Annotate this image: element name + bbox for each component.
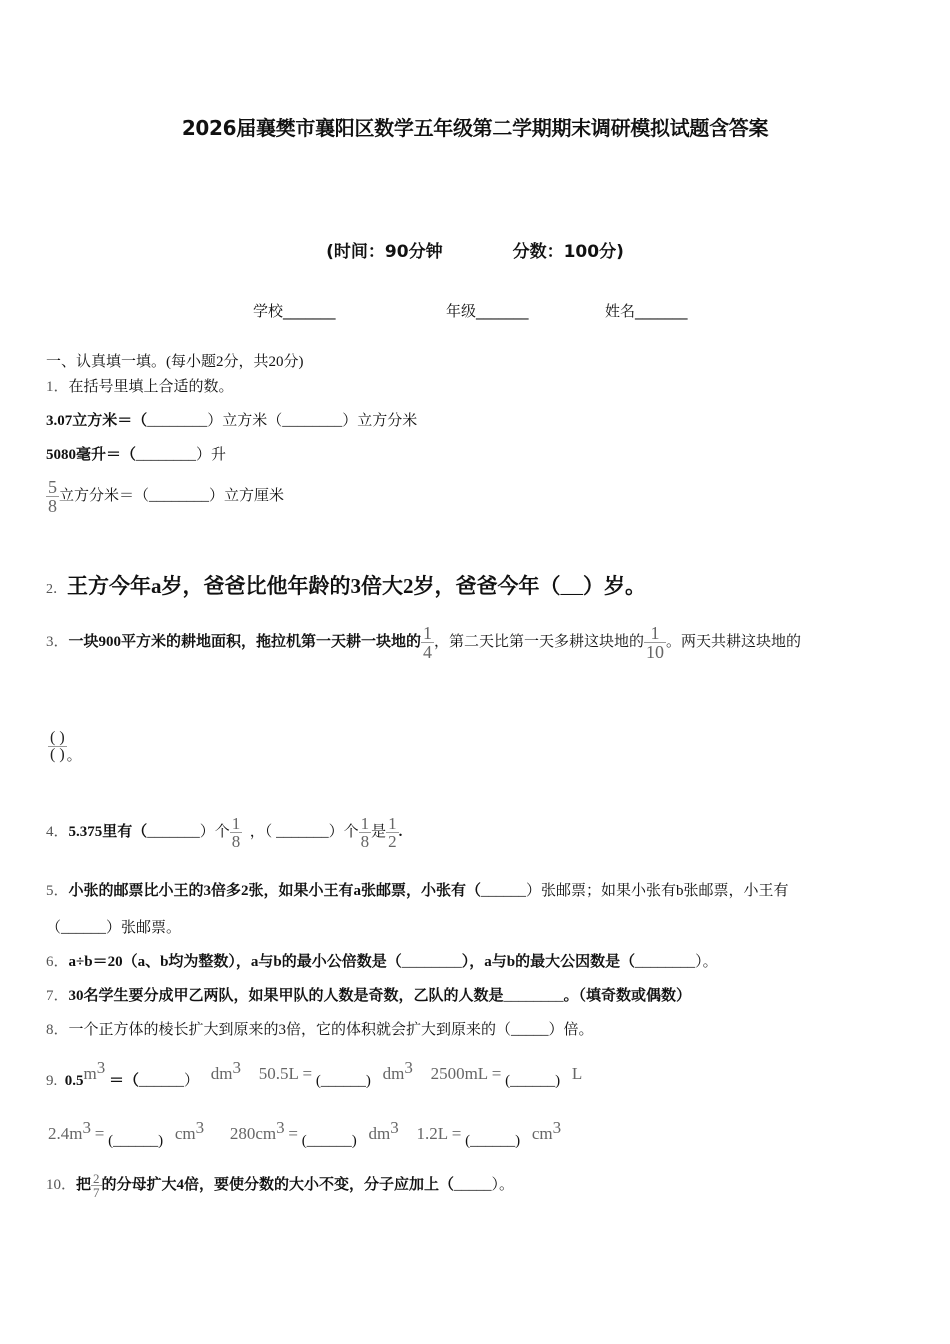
answer-blank[interactable]: ______ bbox=[139, 1073, 184, 1089]
answer-blank[interactable]: ______ bbox=[510, 1073, 556, 1089]
fraction-2-7: $\frac{2}{7}$ bbox=[93, 1171, 100, 1200]
answer-blank[interactable]: ________ bbox=[503, 988, 564, 1004]
page-title: 2026届襄樊市襄阳区数学五年级第二学期期末调研模拟试题含答案 bbox=[181, 116, 769, 140]
question-6: 6．a÷b＝20（a、b均为整数），a与b的最小公倍数是（________），a与b的最大公因数是（________）。 bbox=[46, 954, 718, 970]
name-field[interactable]: 姓名_______ bbox=[605, 302, 688, 320]
question-5-line-2: （______）张邮票。 bbox=[46, 920, 182, 936]
question-3: 3．一块900平方米的耕地面积，拖拉机第一天耕一块地的 $\frac{1}{4}$ ，第二天比第一天多耕这块地的 $\frac{1}{10}$ 。两天共耕这块地的 bbox=[46, 623, 802, 662]
fraction-1-4: $\frac{1}{4}$ bbox=[423, 623, 433, 662]
answer-blank[interactable]: ________ bbox=[635, 954, 696, 970]
question-2: 2．王方今年a岁，爸爸比他年龄的3倍大2岁，爸爸今年（___）岁。 bbox=[46, 574, 646, 598]
section-heading: 一、认真填一填。(每小题2分，共20分) bbox=[46, 354, 304, 370]
answer-blank[interactable]: ______ bbox=[320, 1073, 366, 1089]
answer-blank[interactable]: ________ bbox=[136, 447, 197, 463]
question-1-line-3: $\frac{5}{8}$ 立方分米＝（________）立方厘米 bbox=[48, 477, 285, 516]
question-8: 8．一个正方体的棱长扩大到原来的3倍，它的体积就会扩大到原来的（_____）倍。 bbox=[46, 1022, 594, 1038]
question-3-answer: $\frac{( )}{( )}$ 。 bbox=[50, 729, 82, 764]
question-9-row-2: $2.4m^3$ = (______) $cm^3$ $280cm^3$ = (______) $dm^3$ 1.2L = (______) $cm^3$ bbox=[48, 1118, 562, 1149]
answer-blank[interactable]: ______ bbox=[470, 1133, 516, 1149]
answer-blank[interactable]: ______ bbox=[306, 1133, 352, 1149]
answer-blank[interactable]: ______ bbox=[113, 1133, 159, 1149]
answer-blank[interactable]: _______ bbox=[276, 823, 329, 840]
answer-blank[interactable]: _______ bbox=[147, 823, 200, 840]
answer-blank[interactable]: ______ bbox=[481, 883, 527, 899]
fraction-1-2: $\frac{1}{2}$ bbox=[388, 814, 397, 851]
question-9-row-1: 9. $0.5m^3$ ＝（______） $dm^3$ 50.5L = (______) $dm^3$ 2500mL = (______) L bbox=[46, 1058, 583, 1089]
exam-score: 分数：100分) bbox=[512, 242, 624, 262]
answer-blank[interactable]: ________ bbox=[149, 487, 210, 504]
school-field[interactable]: 学校_______ bbox=[253, 302, 336, 320]
answer-blank[interactable]: ___ bbox=[560, 581, 583, 597]
answer-blank[interactable]: ________ bbox=[282, 413, 343, 429]
answer-blank[interactable]: ________ bbox=[147, 413, 208, 429]
question-1-prompt: 1．在括号里填上合适的数。 bbox=[46, 379, 234, 395]
exam-time: (时间：90分钟 bbox=[326, 242, 443, 262]
question-10: 10．把 $\frac{2}{7}$ 的分母扩大4倍，要使分数的大小不变，分子应加上（_____）。 bbox=[46, 1171, 515, 1200]
question-1-line-2: 5080毫升＝（________）升 bbox=[46, 447, 227, 463]
fraction-1-8: $\frac{1}{8}$ bbox=[231, 814, 241, 851]
fraction-1-8: $\frac{1}{8}$ bbox=[360, 814, 370, 851]
answer-blank[interactable]: _____ bbox=[454, 1176, 492, 1193]
answer-fraction[interactable]: $\frac{( )}{( )}$ bbox=[50, 729, 65, 763]
question-4: 4．5.375里有（_______）个 $\frac{1}{8}$ ，（ _______）个 $\frac{1}{8}$ 是 $\frac{1}{2}$ . bbox=[46, 814, 403, 851]
fraction-5-8: $\frac{5}{8}$ bbox=[48, 477, 57, 516]
grade-field[interactable]: 年级_______ bbox=[446, 302, 529, 320]
question-7: 7．30名学生要分成甲乙两队，如果甲队的人数是奇数，乙队的人数是________。（填奇数或偶数） bbox=[46, 988, 692, 1004]
answer-blank[interactable]: _____ bbox=[511, 1022, 549, 1038]
answer-blank[interactable]: ________ bbox=[401, 954, 462, 970]
answer-blank[interactable]: ______ bbox=[61, 920, 107, 936]
exam-info bbox=[0, 237, 950, 262]
fraction-1-10: $\frac{1}{10}$ bbox=[646, 623, 665, 662]
question-5-line-1: 5．小张的邮票比小王的3倍多2张，如果小王有a张邮票，小张有（______）张邮票；如果小张有b张邮票，小王有 bbox=[46, 883, 789, 899]
question-1-line-1: 3.07立方米＝（________）立方米（________）立方分米 bbox=[46, 413, 418, 429]
